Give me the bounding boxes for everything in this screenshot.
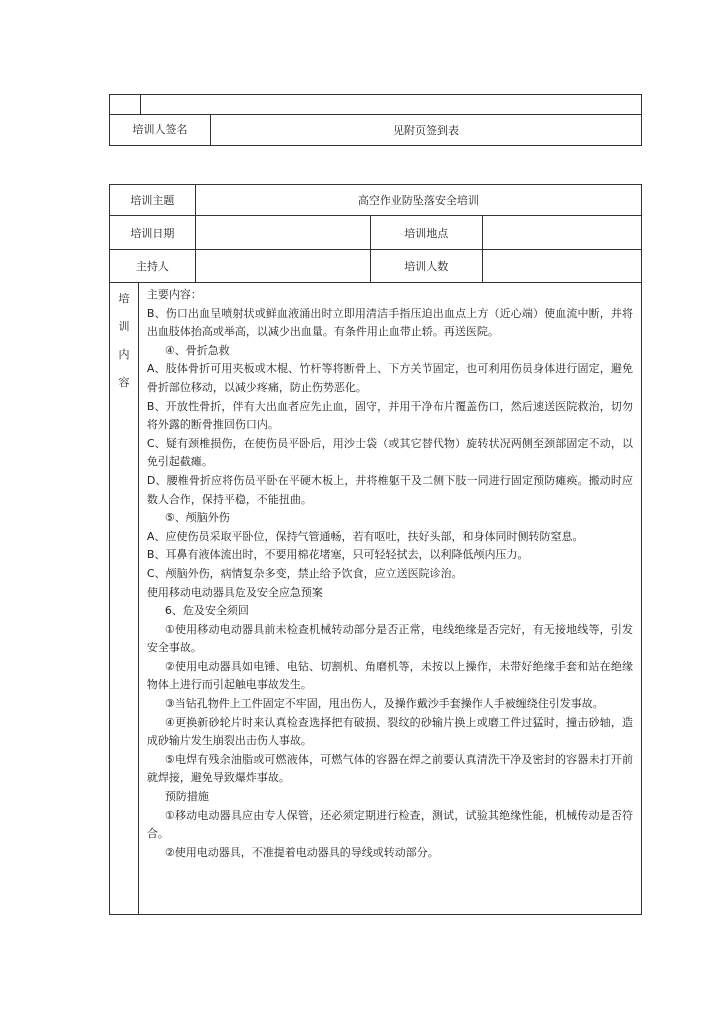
count-label: 培训人数 — [371, 250, 483, 283]
date-value — [195, 216, 370, 250]
content-line: ③当钻孔物件上工件固定不牢固，甩出伤人，及操作戴沙手套操作人手被缠绕住引发事故。 — [164, 697, 604, 711]
blank-row — [110, 95, 642, 115]
content-line: ⑤、颅脑外伤 — [164, 511, 230, 525]
host-count-row — [110, 250, 642, 283]
content-title: 主要内容： — [146, 288, 202, 301]
content-line: A、应使伤员采取平卧位，保持气管通畅，若有呕吐，扶好头部，和身体同时侧转防窒息。 — [146, 529, 584, 543]
blank-cell-wide — [141, 95, 642, 115]
signature-table — [109, 94, 642, 146]
content-line: ④更换新砂轮片时来认真检查选择把有破损、裂纹的砂输片换上或磨工件过猛时，撞击砂轴，造成砂输片发生崩裂出击伤人事故。 — [146, 715, 633, 748]
content-line: 6、危及安全须回 — [164, 604, 249, 618]
content-line: 预防措施 — [164, 790, 209, 804]
topic-row — [110, 185, 642, 216]
content-line: ⑤电焊有残余油脂或可燃液体，可燃气体的容器在焊之前要认真清洗干净及密封的容器未打开前就焊接，避免导致爆炸事故。 — [146, 752, 633, 785]
side-char: 容 — [118, 376, 130, 389]
signature-value: 见附页签到表 — [393, 124, 459, 137]
content-line: ②使用电动器具，不准提着电动器具的导线或转动部分。 — [164, 845, 439, 859]
side-char: 内 — [118, 348, 130, 361]
content-line: ①移动电动器具应由专人保管，还必须定期进行检查，测试，试验其绝缘性能，机械传动是否符合。 — [146, 808, 633, 841]
content-body — [138, 283, 641, 915]
side-char: 训 — [118, 320, 130, 333]
content-row — [110, 283, 642, 915]
content-line: ①使用移动电动器具前未检查机械转动部分是否正常，电线绝缘是否完好，有无接地线等，引发安全事故。 — [146, 622, 633, 655]
date-location-row — [110, 216, 642, 250]
content-side-label — [110, 283, 139, 915]
content-line: ②使用电动器具如电锤、电钻、切割机、角磨机等，未按以上操作，未带好绝缘手套和站在绝缘物体上进行而引起触电事故发生。 — [146, 659, 633, 692]
content-line: C、颅脑外伤，病情复杂多变，禁止给予饮食，应立送医院诊治。 — [146, 566, 463, 580]
blank-cell-narrow — [110, 95, 141, 115]
signature-label: 培训人签名 — [110, 115, 211, 145]
host-label: 主持人 — [110, 250, 196, 283]
signature-row — [110, 115, 642, 146]
content-line: B、开放性骨折，伴有大出血者应先止血，固守，并用干净布片覆盖伤口，然后速送医院救治，切勿将外露的断骨推回伤口内。 — [146, 399, 633, 432]
content-line: ④、骨折急救 — [164, 343, 230, 357]
content-line: 使用移动电动器具危及安全应急预案 — [146, 585, 323, 599]
training-record-table — [109, 184, 642, 915]
content-line: B、伤口出血呈喷射状或鲜血液涌出时立即用清洁手指压迫出血点上方（近心端）使血流中断，并将出血肢体抬高或举高，以减少出血量。有条件用止血带止轿。再送医院。 — [146, 306, 633, 339]
host-value — [195, 250, 370, 283]
side-char: 培 — [118, 292, 130, 305]
location-label: 培训地点 — [371, 216, 483, 250]
location-value — [482, 216, 641, 250]
content-line: C、疑有颈椎损伤，在使伤员平卧后，用沙士袋（或其它替代物）旋转状况两侧至颈部固定不动，以免引起截瘫。 — [146, 436, 633, 469]
topic-value: 高空作业防坠落安全培训 — [195, 185, 641, 216]
count-value — [482, 250, 641, 283]
date-label: 培训日期 — [110, 216, 196, 250]
content-line: A、肢体骨折可用夹板或木棍、竹杆等将断骨上、下方关节固定，也可利用伤员身体进行固定，避免骨折部位移动，以减少疼痛，防止伤势恶化。 — [146, 362, 633, 394]
topic-label: 培训主题 — [110, 185, 196, 216]
content-line: D、腰椎骨折应将伤员平卧在平硬木板上，并将椎躯干及二侧下肢一同进行固定预防瘫痪。搬动时应数人合作，保持平稳，不能扭曲。 — [146, 473, 633, 506]
content-line: B、耳鼻有液体流出时，不要用棉花堵塞，只可轻轻拭去，以利降低颅内压力。 — [146, 548, 529, 562]
signature-row-cell — [110, 115, 642, 146]
